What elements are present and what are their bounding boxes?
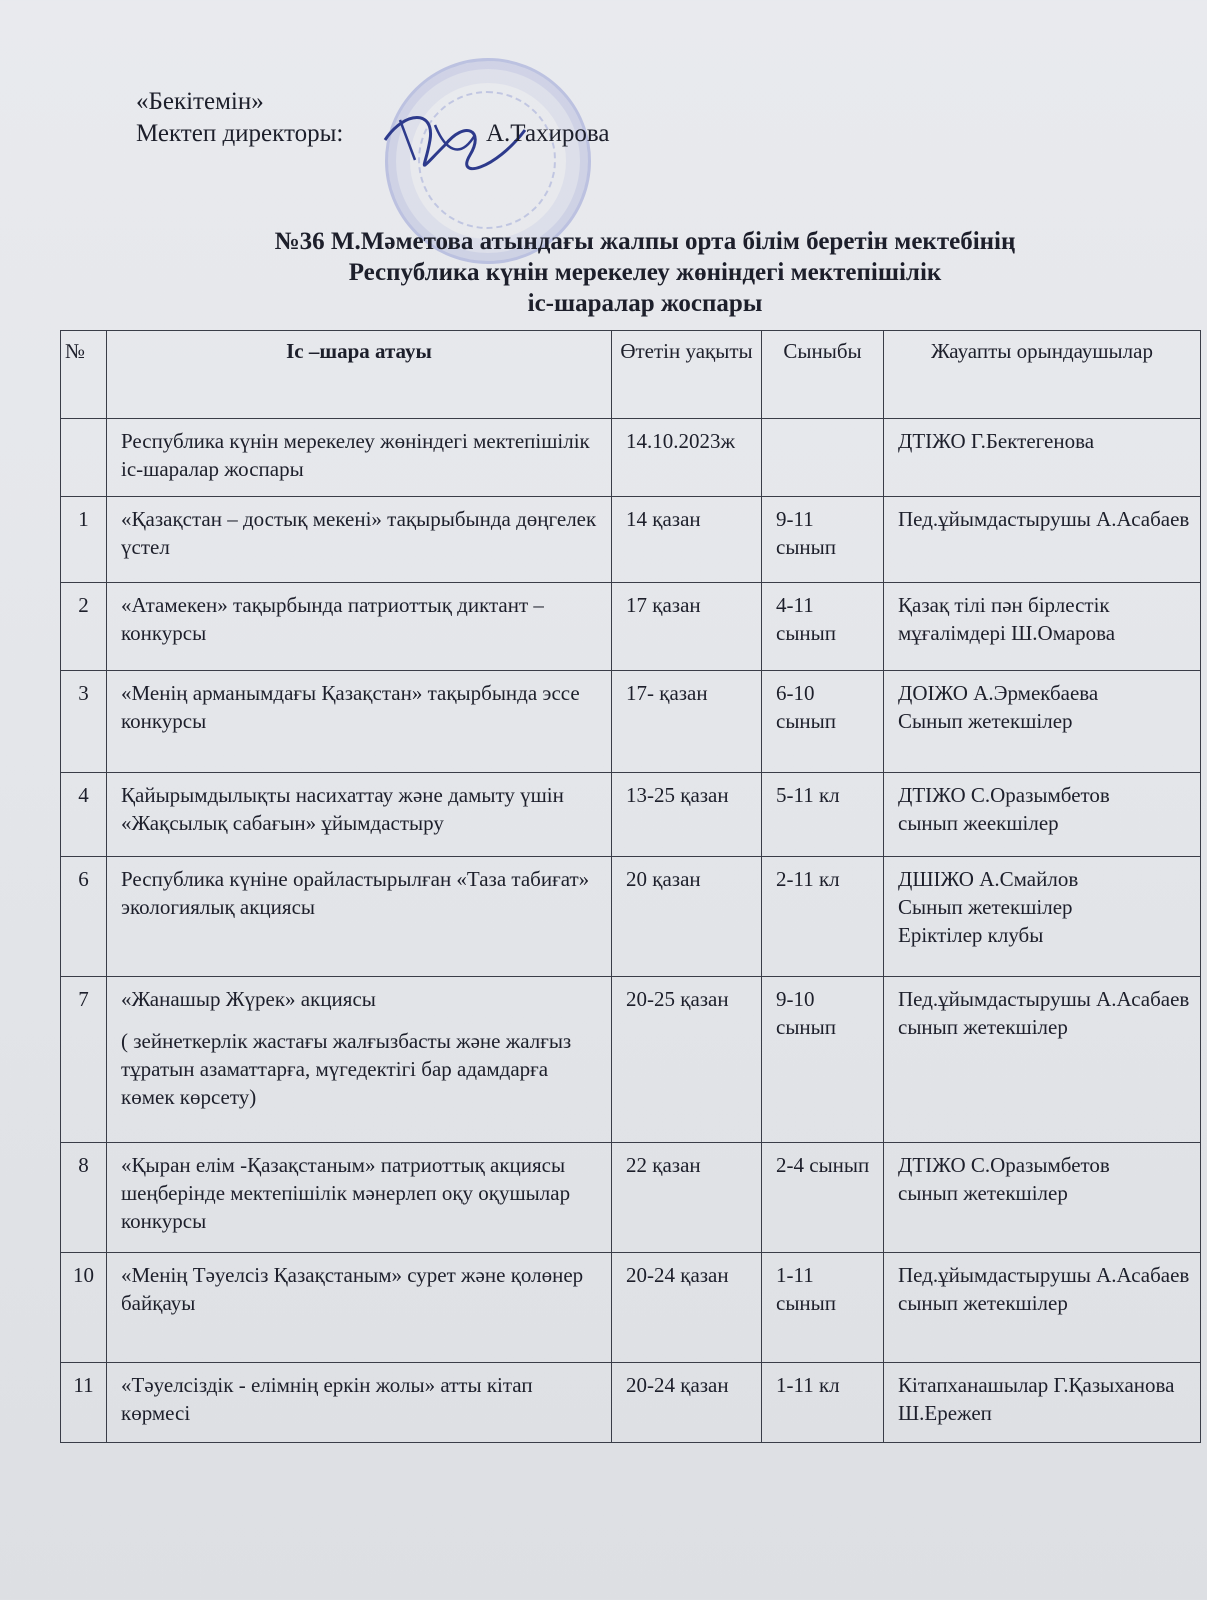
row-event xyxy=(107,857,612,977)
row-num: 1 xyxy=(61,497,107,583)
row-event xyxy=(107,977,612,1143)
row-grade: 1-11 кл xyxy=(762,1363,884,1443)
row-event xyxy=(107,1143,612,1253)
row-time: 20-25 қазан xyxy=(612,977,762,1143)
row-grade: 9-10 сынып xyxy=(762,977,884,1143)
header-responsible: Жауапты орындаушылар xyxy=(884,331,1201,419)
event-line: «Тәуелсіздік - елімнің еркін жолы» атты кітап көрмесі xyxy=(121,1373,533,1425)
responsible-line: ДТІЖО С.Оразымбетов xyxy=(898,1153,1110,1177)
row-event xyxy=(107,671,612,773)
row-grade: 2-4 сынып xyxy=(762,1143,884,1253)
row-grade: 4-11 сынып xyxy=(762,583,884,671)
responsible-line: ДШІЖО А.Смайлов xyxy=(898,867,1079,891)
table-row xyxy=(61,583,1201,671)
row-num: 6 xyxy=(61,857,107,977)
table-row xyxy=(61,773,1201,857)
event-line: Республика күнін мерекелеу жөніндегі мектепішілік іс-шаралар жоспары xyxy=(121,429,590,481)
row-time: 20-24 қазан xyxy=(612,1363,762,1443)
row-responsible xyxy=(884,773,1201,857)
row-num: 8 xyxy=(61,1143,107,1253)
table-row xyxy=(61,671,1201,773)
row-responsible xyxy=(884,497,1201,583)
director-label: Мектеп директоры: xyxy=(136,120,344,147)
document-title xyxy=(0,226,1207,319)
responsible-line: ДОІЖО А.Эрмекбаева xyxy=(898,681,1099,705)
table-row xyxy=(61,1253,1201,1363)
row-time: 17- қазан xyxy=(612,671,762,773)
event-line: «Атамекен» тақырбында патриоттық диктант –конкурсы xyxy=(121,593,544,645)
responsible-line: Пед.ұйымдастырушы А.Асабаев xyxy=(898,987,1190,1011)
responsible-line: Қазақ тілі пән бірлестік мұғалімдері Ш.Омарова xyxy=(898,593,1116,645)
row-grade: 6-10 сынып xyxy=(762,671,884,773)
table-row xyxy=(61,1143,1201,1253)
row-event xyxy=(107,773,612,857)
row-responsible xyxy=(884,977,1201,1143)
responsible-line: Сынып жетекшілер xyxy=(898,709,1073,733)
row-num: 10 xyxy=(61,1253,107,1363)
row-num: 3 xyxy=(61,671,107,773)
row-grade: 2-11 кл xyxy=(762,857,884,977)
header-grade: Сыныбы xyxy=(762,331,884,419)
row-grade: 5-11 кл xyxy=(762,773,884,857)
event-line: «Жанашыр Жүрек» акциясы xyxy=(121,987,376,1011)
event-line: ( зейнеткерлік жастағы жалғызбасты және жалғыз тұратын азаматтарға, мүгедектігі бар адамдарға көмек көрсету) xyxy=(121,1029,572,1109)
event-line: «Қазақстан – достық мекені» тақырыбында дөңгелек үстел xyxy=(121,507,597,559)
header-event: Іс –шара атауы xyxy=(107,331,612,419)
event-line: «Қыран елім -Қазақстаным» патриоттық акциясы шеңберінде мектепішілік мәнерлеп оқу оқушылар конкурсы xyxy=(121,1153,571,1233)
row-num xyxy=(61,419,107,497)
row-time: 20 қазан xyxy=(612,857,762,977)
responsible-line: Сынып жетекшілер xyxy=(898,895,1073,919)
header-num: № xyxy=(61,331,107,419)
approval-title: «Бекітемін» xyxy=(136,88,264,115)
row-event xyxy=(107,497,612,583)
row-event xyxy=(107,1363,612,1443)
table-row xyxy=(61,419,1201,497)
table-row xyxy=(61,497,1201,583)
responsible-line: сынып жеекшілер xyxy=(898,811,1059,835)
row-time: 20-24 қазан xyxy=(612,1253,762,1363)
row-time: 22 қазан xyxy=(612,1143,762,1253)
event-line: «Менің арманымдағы Қазақстан» тақырбында эссе конкурсы xyxy=(121,681,580,733)
row-responsible xyxy=(884,583,1201,671)
responsible-line: сынып жетекшілер xyxy=(898,1181,1068,1205)
responsible-line: Пед.ұйымдастырушы А.Асабаев xyxy=(898,507,1190,531)
row-time: 14 қазан xyxy=(612,497,762,583)
row-time: 13-25 қазан xyxy=(612,773,762,857)
event-line: «Менің Тәуелсіз Қазақстаным» сурет және қолөнер байқауы xyxy=(121,1263,584,1315)
row-event xyxy=(107,419,612,497)
row-event xyxy=(107,583,612,671)
row-responsible xyxy=(884,1363,1201,1443)
responsible-line: Пед.ұйымдастырушы А.Асабаев xyxy=(898,1263,1190,1287)
row-num: 7 xyxy=(61,977,107,1143)
table-row xyxy=(61,977,1201,1143)
row-num: 4 xyxy=(61,773,107,857)
row-responsible xyxy=(884,1143,1201,1253)
header-time: Өтетін уақыты xyxy=(612,331,762,419)
row-time: 14.10.2023ж xyxy=(612,419,762,497)
title-line-2: Республика күнін мерекелеу жөніндегі мектепішілік xyxy=(348,259,942,286)
row-responsible xyxy=(884,419,1201,497)
event-line: Республика күніне орайластырылған «Таза табиғат» экологиялық акциясы xyxy=(121,867,590,919)
title-line-3: іс-шаралар жоспары xyxy=(527,290,763,317)
table-row xyxy=(61,1363,1201,1443)
responsible-line: сынып жетекшілер xyxy=(898,1291,1068,1315)
row-responsible xyxy=(884,857,1201,977)
row-num: 2 xyxy=(61,583,107,671)
row-time: 17 қазан xyxy=(612,583,762,671)
table-header-row xyxy=(61,331,1201,419)
director-name: А.Тахирова xyxy=(486,120,610,147)
event-line: Қайырымдылықты насихаттау және дамыту үшін «Жақсылық сабағын» ұйымдастыру xyxy=(121,783,564,835)
row-responsible xyxy=(884,671,1201,773)
row-event xyxy=(107,1253,612,1363)
row-grade: 1-11 сынып xyxy=(762,1253,884,1363)
events-table xyxy=(60,330,1201,1443)
title-line-1: №36 М.Мәметова атындағы жалпы орта білім беретін мектебінің xyxy=(274,228,1016,255)
table-row xyxy=(61,857,1201,977)
row-responsible xyxy=(884,1253,1201,1363)
responsible-line: ДТІЖО С.Оразымбетов xyxy=(898,783,1110,807)
row-grade: 9-11 сынып xyxy=(762,497,884,583)
responsible-line: Еріктілер клубы xyxy=(898,923,1044,947)
row-num: 11 xyxy=(61,1363,107,1443)
responsible-line: ДТІЖО Г.Бектегенова xyxy=(898,429,1095,453)
responsible-line: Кітапханашылар Г.Қазыханова Ш.Ережеп xyxy=(898,1373,1175,1425)
approval-block xyxy=(136,86,610,150)
row-grade xyxy=(762,419,884,497)
responsible-line: сынып жетекшілер xyxy=(898,1015,1068,1039)
